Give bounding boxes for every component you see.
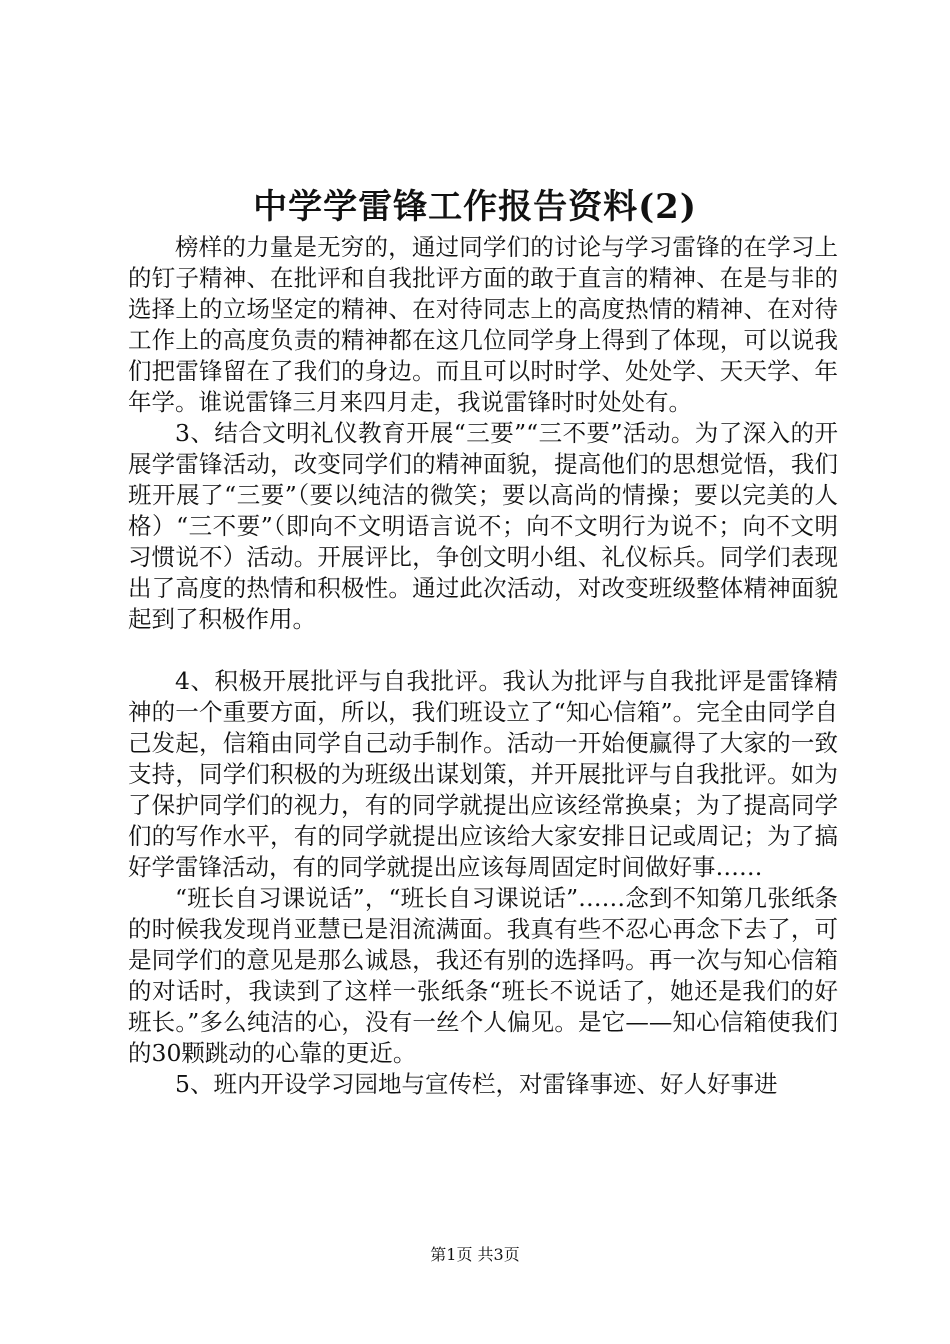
paragraph-study-garden: 5、班内开设学习园地与宣传栏，对雷锋事迹、好人好事进 (175, 1070, 778, 1098)
paragraph-criticism-mailbox: 4、积极开展批评与自我批评。我认为批评与自我批评是雷锋精神的一个重要方面，所以，我们班设立了“知心信箱”。完全由同学自己发起，信箱由同学自己动手制作。活动一开始便赢得了大家的一致支持，同学们积极的为班级出谋划策，并开展批评与自我批评。如为了保护同学们的视力，有的同学就提出应该经常换桌；为了提高同学们的写作水平，有的同学就提出应该给大家安排日记或周记；为了搞好学雷锋活动，有的同学就提出应该每周固定时间做好事…… (128, 667, 838, 881)
document-title: 中学学雷锋工作报告资料(2) (253, 187, 697, 227)
document-body (128, 232, 838, 1100)
page-footer: 第1页 共3页 (430, 1245, 520, 1264)
paragraph-three-dos-activity: 3、结合文明礼仪教育开展“三要”“三不要”活动。为了深入的开展学雷锋活动，改变同学们的精神面貌，提高他们的思想觉悟，我们班开展了“三要”（要以纯洁的微笑；要以高尚的情操；要以完美的人格）“三不要”（即向不文明语言说不；向不文明行为说不；向不文明习惯说不）活动。开展评比，争创文明小组、礼仪标兵。同学们表现出了高度的热情和积极性。通过此次活动，对改变班级整体精神面貌起到了积极作用。 (128, 419, 838, 633)
paragraph-monitor-notes: “班长自习课说话”，“班长自习课说话”……念到不知第几张纸条的时候我发现肖亚慧已是泪流满面。我真有些不忍心再念下去了，可是同学们的意见是那么诚恳，我还有别的选择吗。再一次与知心信箱的对话时，我读到了这样一张纸条“班长不说话了，她还是我们的好班长。”多么纯洁的心，没有一丝个人偏见。是它——知心信箱使我们的30颗跳动的心靠的更近。 (128, 884, 838, 1067)
paragraph-role-models: 榜样的力量是无穷的，通过同学们的讨论与学习雷锋的在学习上的钉子精神、在批评和自我批评方面的敢于直言的精神、在是与非的选择上的立场坚定的精神、在对待同志上的高度热情的精神、在对待工作上的高度负责的精神都在这几位同学身上得到了体现，可以说我们把雷锋留在了我们的身边。而且可以时时学、处处学、天天学、年年学。谁说雷锋三月来四月走，我说雷锋时时处处有。 (128, 233, 838, 416)
